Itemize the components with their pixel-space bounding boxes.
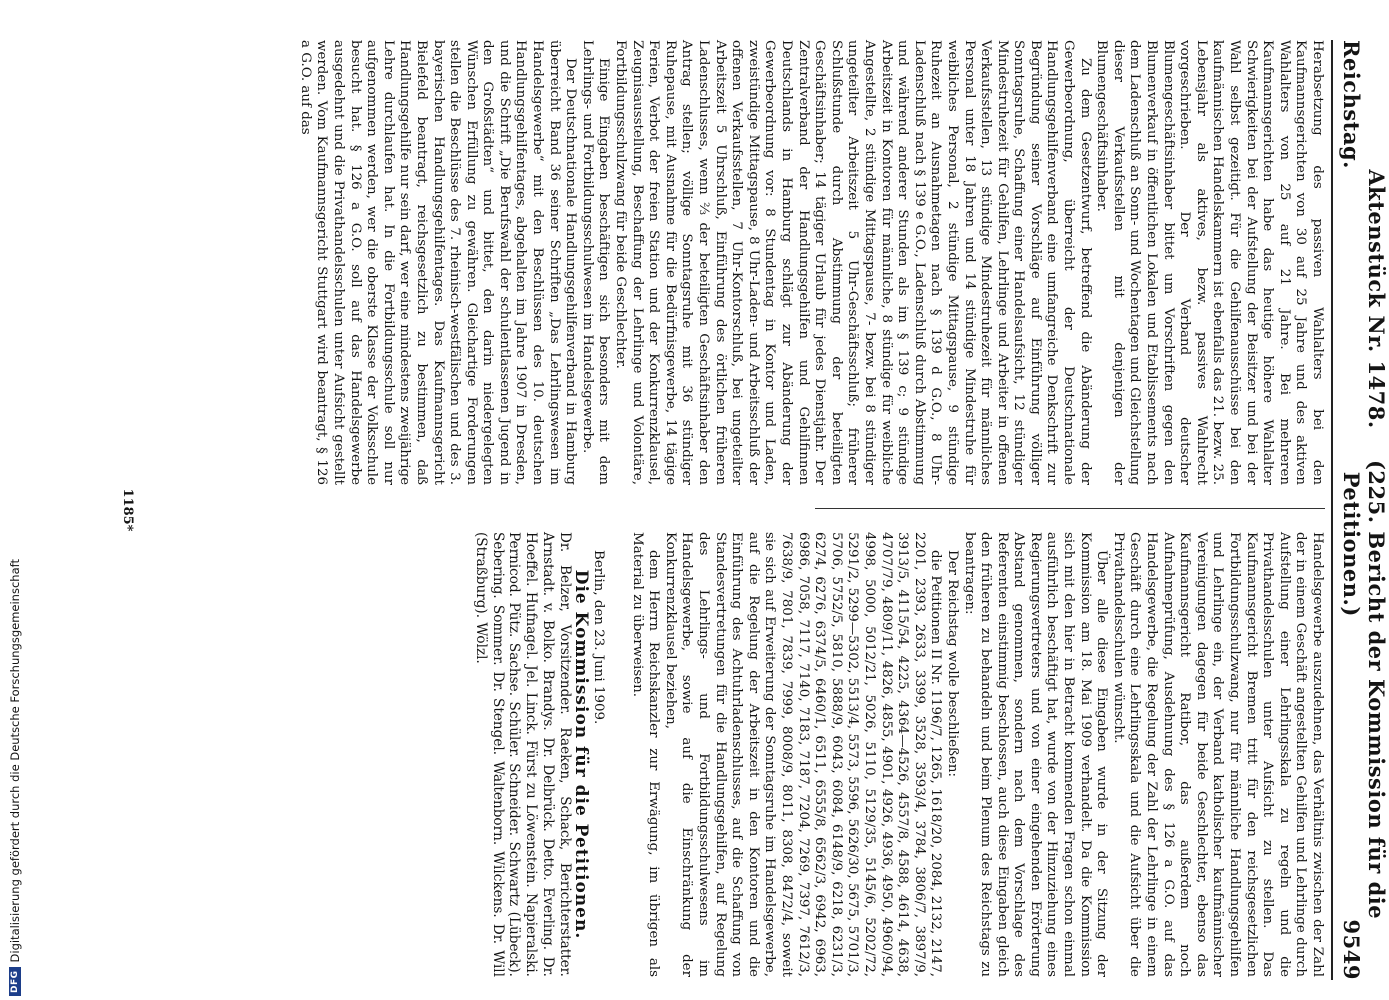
signing-date: Berlin, den 23. Juni 1909. [591,550,607,725]
running-header [1339,40,1389,980]
motion-intro: Der Reichstag wolle beschließen: [944,550,960,778]
header-center [1339,169,1389,920]
page-signature: 1185* [120,488,135,532]
paragraph: Über alle diese Eingaben wurde in der Sitzung der Kommission am 18. Mai 1909 verhandelt. Da die Kommission sich mit den hier in Betracht kommenden Fragen schon einmal ausführlich beschäftigt hat, wurde von der Hinzuziehung eines Regierungsvertreters und von einer eingehenden Erörterung Abstand genommen, sondern nach dem Vorschlage des Referenten einstimmig beschlossen, auch diese Eingaben gleich den früheren zu behandeln und beim Plenum des Reichstags zu beantragen: [961,532,1110,977]
commission-heading: Die Kommission für die Petitionen. [571,569,592,940]
header-act-number: Aktenstück Nr. 1478. [1364,169,1389,429]
column-divider [815,508,1325,509]
document-page [58,0,1389,1000]
petition-list: die Petitionen II Nr. 1196/7, 1265, 1618/20, 2084, 2132, 2147, 2201, 2393, 2633, 3399, 3528, 3593/4, 3784, 3806/7, 3897/9, 3913/5, 4115/54, 4225, 4364—4526, 4557/8, 4588, 4614, 4638, 4707/79, 4809/11, 4826, 4855, 4901, 4926, 4936, 4950, 4960/94, 4998, 5000, 5012/21, 5026, 5110, 5129/35, 5145/6, 5202/72, 5291/2, 5299—5302, 5513/4, 5573, 5596, 5626/30, 5675, 5701/3, 5706, 5752/5, 5810, 5888/9, 6043, 6084, 6148/9, 6218, 6231/3, 6274, 6276, 6374/5, 6460/1, 6511, 6555/8, 6562/3, 6942, 6963, 6986, 7058, 7117, 7140, 7183, 7187, 7204, 7269, 7397, 7612/3, 7638/9, 7801, 7839, 7999, 8008/9, 8011, 8308, 8472/4, soweit sie sich auf Erweiterung der Sonntagsruhe im Handelsgewerbe, auf die Regelung der Arbeitszeit in den Kontoren und die Einführung des Achtuhrladenschlusses, auf die Schaffung von Standesvertretungen für die Handlungsgehilfen, auf Regelung des Lehrlings- und Fortbildungsschulwesens im Handelsgewerbe, sowie auf die Einschränkung der Konkurrenzklausel beziehen, [662,532,944,977]
header-left: Reichstag. [1339,40,1364,169]
paragraph: Zu dem Gesetzentwurf, betreffend die Abänderung der Gewerbeordnung, überreicht der Deutschnationale Handlungsgehilfenverband eine umfangreiche Denkschrift zur Begründung seiner Vorschläge auf Einführung völliger Sonntagsruhe, Schaffung einer Handelsaufsicht, 12 stündiger Mindestruhezeit für Gehilfen, Lehrlinge und Arbeiter in offenen Verkaufsstellen, 13 stündige Mindestruhezeit für männliches Personal unter 18 Jahren und 14 stündige Mindestruhe für weibliches Personal, 2 stündige Mittagspause, 9 stündige Ruhezeit an Ausnahmetagen nach § 139 d G.O., 8 Uhr-Ladenschluß nach § 139 e G.O., Ladenschluß durch Abstimmung und während anderer Stunden als im § 139 c; 9 stündige Arbeitszeit in Kontoren für männliche, 8 stündige für weibliche Angestellte, 2 stündige Mittagspause, 7- bezw. bei 8 stündiger ungeteilter Arbeitszeit 5 Uhr-Geschäftsschluß; früherer Schlußstunde durch Abstimmung der beteiligten Geschäftsinhaber; 14 tägiger Urlaub für jedes Dienstjahr. Der Zentralverband der Handlungsgehilfen und Gehilfinnen Deutschlands in Hamburg schlägt zur Abänderung der Gewerbeordnung vor: 8 Stundentag in Kontor und Laden, zweistündige Mittagspause, 8 Uhr-Laden- und Arbeitsschluß der offenen Verkaufsstellen, 7 Uhr-Kontorschluß, bei ungeteilter Arbeitszeit 5 Uhrschluß, Einführung des örtlichen früheren Ladenschlusses, wenn ⅔ der beteiligten Geschäftsinhaber den Antrag stellen; völlige Sonntagsruhe mit 36 stündiger Ruhepause, mit Ausnahme für die Bedürfnisgewerbe, 14 tägige Ferien, Verbot der freien Station und der Konkurrenzklausel, Zeugnisausstellung, Beschaffung der Lehrlinge und Volontäre, Fortbildungsschulzwang für beide Geschlechter. [613,40,1093,485]
dfg-logo: DFG [9,967,21,996]
header-report-title: (225. Bericht der Kommission für die Petitionen.) [1339,459,1389,920]
right-column [472,532,1325,977]
paragraph: Der Deutschnationale Handlungsgehilfenverband in Hamburg überreicht Band 36 seiner Schriften „Das Lehrlingswesen im Handelsgewerbe“ mit den Beschlüssen des 10. deutschen Handlungsgehilfentages, abgehalten im Jahre 1907 in Dresden, und die Schrift „Die Berufswahl der schulentlassenen Jugend in den Großstädten“ und bittet, den darin niedergelegten Wünschen Erfüllung zu gewähren. Gleichartige Forderungen stellen die Beschlüsse des 7. rheinisch-westfälischen und des 3. bayerischen Handlungsgehilfentages. Das Kaufmannsgericht Bielefeld beantragt, reichsgesetzlich zu bestimmen, daß Handlungsgehilfe nur sein darf, wer eine mindestens zweijährige Lehre durchlaufen hat. In die Fortbildungsschule soll nur aufgenommen werden, wer die oberste Klasse der Volksschule besucht hat. § 126 a G.O. soll auf das Handelsgewerbe ausgedehnt und die Privathandelsschulen unter Aufsicht gestellt werden. Vom Kaufmannsgericht Stuttgart wird beantragt, § 126 a G.O. auf das [297,40,579,485]
page-number: 9549 [1339,919,1364,980]
header-rule [1331,40,1333,980]
motion-conclusion: dem Herrn Reichskanzler zur Erwägung, im übrigen als Material zu überweisen. [629,532,662,977]
rotated-page-content [113,40,1389,980]
paragraph: Einige Eingaben beschäftigen sich besonders mit dem Lehrlings- und Fortbildungsschulwesen im Handelsgewerbe. [579,40,612,485]
funding-text: Digitalisierung gefördert durch die Deutsche Forschungsgemeinschaft [8,559,22,963]
commission-members: Dr. Belzer, Vorsitzender. Raeken, Schack, Berichterstatter. Arnstadt. v. Bolko. Brandys. Dr. Delbrück. Detto. Everling. Dr. Hoeffel. Hufnagel. Jel. Linck. Fürst zu Löwenstein. Napieralski. Pernicod. Pütz. Sachse. Schüler. Schneider. Schwartz (Lübeck). Sebering. Sommer. Dr. Stengel. Waltenborn. Wilckens. Dr. Will (Straßburg). Wölzl. [472,532,573,977]
paragraph: Herabsetzung des passiven Wahlalters bei den Kaufmannsgerichten von 30 auf 25 Jahre und des aktiven Wahlalters von 25 auf 21 Jahre. Bei mehreren Kaufmannsgerichten habe das heutige höhere Wahlalter Schwierigkeiten bei der Aufstellung der Beisitzer und bei der Wahl selbst gezeitigt. Für die Gehilfenausschüsse bei den kaufmännischen Handelskammern ist ebenfalls das 21. bezw. 25. Lebensjahr als aktives, bezw. passives Wahlrecht vorgeschrieben. Der Verband deutscher Blumengeschäftsinhaber bittet um Vorschriften gegen den Blumenverkauf in öffentlichen Lokalen und Etablissements nach dem Ladenschluß an Sonn- und Wochentagen und Gleichstellung dieser Verkaufsstellen mit denjenigen der Blumengeschäftsinhaber. [1094,40,1325,485]
funding-note [4,0,26,996]
left-column [296,40,1325,485]
paragraph: Handelsgewerbe auszudehnen, das Verhältnis zwischen der Zahl der in einem Geschäft angestellten Gehilfen und Lehrlinge durch Aufstellung einer Lehrlingsskala zu regeln und die Privathandelsschulen unter Aufsicht zu stellen. Das Kaufmannsgericht Bremen tritt für den reichsgesetzlichen Fortbildungsschulzwang, nur für männliche Handlungsgehilfen und Lehrlinge ein, der Verband katholischer kaufmännischer Vereinigungen dagegen für beide Geschlechter, ebenso das Kaufmannsgericht Ratibor, das außerdem noch Aufnahmeprüfung, Ausdehnung des § 126 a G.O. auf das Handelsgewerbe, die Regelung der Zahl der Lehrlinge in einem Geschäft durch eine Lehrlingsskala und die Aufsicht über die Privathandelsschulen wünscht. [1110,532,1325,977]
